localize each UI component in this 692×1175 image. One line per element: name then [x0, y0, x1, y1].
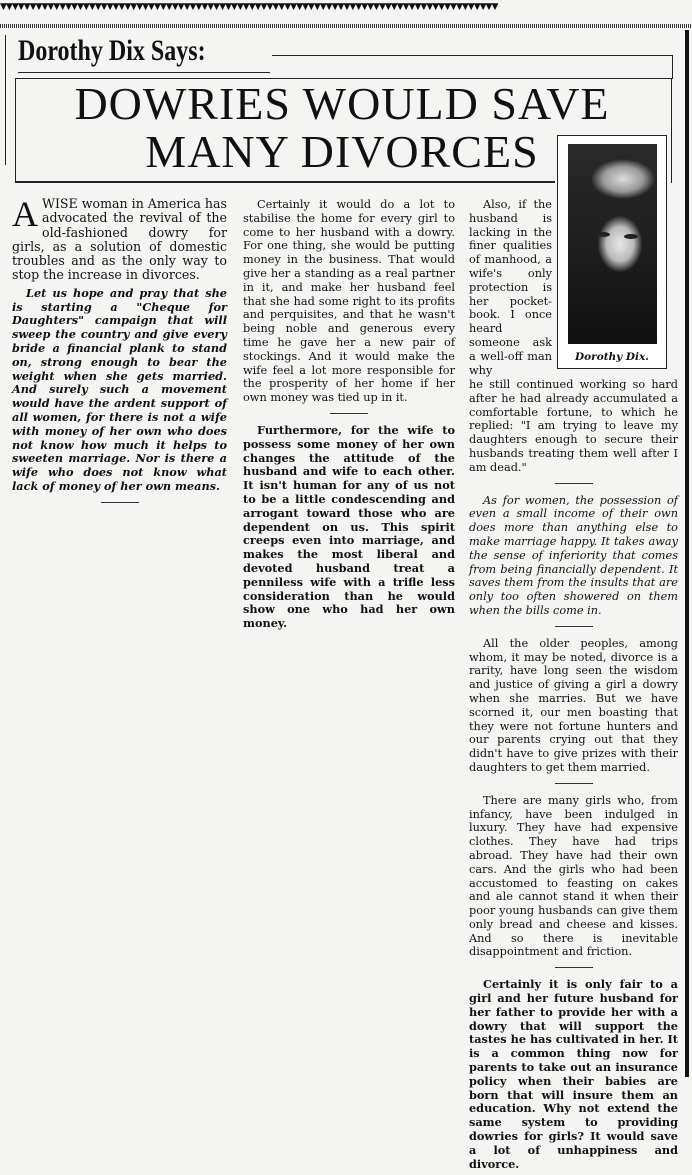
box-rule: [672, 55, 673, 79]
column-kicker: Dorothy Dix Says:: [18, 34, 206, 67]
photo-shadow: [596, 232, 610, 237]
drop-cap: A: [12, 194, 38, 234]
paragraph: All the older peoples, among whom, it may be noted, divorce is a rarity, have long seen the wisdom and justice of giving a girl a dowry when she marries. But we have scorned it, our men boasting that they were not fortune hunters and our parents crying out that they didn't have to give prizes with their daughters to get them married.: [469, 636, 678, 774]
paragraph: he still continued working so hard after he had already accumulated a comfortable fortune, to which he replied: "I am trying to leave my daughters enough to secure their husbands treating them well after I am dead.": [469, 378, 678, 474]
hatched-rule: [0, 24, 692, 28]
separator: [555, 783, 593, 784]
photo-caption: Dorothy Dix.: [575, 351, 649, 363]
ornamental-border: ▼▼▼▼▼▼▼▼▼▼▼▼▼▼▼▼▼▼▼▼▼▼▼▼▼▼▼▼▼▼▼▼▼▼▼▼▼▼▼▼▼▼▼▼▼▼▼▼▼▼▼▼▼▼▼▼▼▼▼▼▼▼▼▼▼▼▼▼▼▼▼▼▼▼▼▼▼▼▼▼▼▼▼▼: [0, 2, 498, 12]
separator: [330, 413, 368, 414]
article-column-2: [243, 198, 455, 635]
photo-shadow: [624, 234, 638, 239]
author-photo-frame: [557, 135, 667, 369]
lead-paragraph: [12, 194, 227, 283]
kicker-underline: [18, 72, 270, 73]
paragraph: Also, if the husband is lacking in the finer qualities of manhood, a wife's only protection is her pocket-book. I once heard someone ask a well-off man why: [469, 198, 552, 377]
separator: [555, 967, 593, 968]
column-rule: [5, 35, 6, 165]
lead-text: WISE woman in America has advocated the revival of the old-fashioned dowry for girls, as a solution of domestic troubles and as the only way to stop the increase in divorces.: [12, 196, 227, 283]
paragraph: As for women, the possession of even a small income of their own does more than anything else to make marriage happy. It takes away the sense of inferiority that comes from being financially dependent. It saves them from the insults that are only too often showered on them when the bills come in.: [469, 493, 678, 617]
separator: [101, 502, 139, 503]
page-edge-rule: [685, 30, 689, 1077]
paragraph: Certainly it would do a lot to stabilise the home for every girl to come to her husband with a dowry. For one thing, she would be putting money in the business. That would give her a standing as a real partner in it, and make her husband feel that she had some right to its profits and perquisites, and that he wasn't being noble and generous every time he gave her a new pair of stockings. And it would make the wife feel a lot more responsible for the prosperity of her home if her own money was tied up in it.: [243, 198, 455, 405]
headline-line-2: MANY DIVORCES: [145, 126, 539, 177]
article-column-1: [12, 194, 227, 513]
kicker-rule: [272, 55, 672, 56]
paragraph: Furthermore, for the wife to possess some money of her own changes the attitude of the husband and wife to each other. It isn't human for any of us not to be a little condescending and arrogant toward those who are dependent on us. This spirit creeps even into marriage, and makes the most liberal and devoted husband treat a penniless wife with a trifle less consideration than he would show one who had her own money.: [243, 422, 455, 631]
portrait-photo-icon: [568, 144, 657, 344]
headline-line-1: DOWRIES WOULD SAVE: [74, 78, 610, 129]
headline-box-rule: [15, 181, 555, 183]
paragraph: Certainly it is only fair to a girl and her future husband for her father to provide her with a dowry that will support the tastes he has cultivated in her. It is a common thing now for parents to take out an insurance policy when their babies are born that will insure them an education. Why not extend the same system to providing dowries for girls? It would save a lot of unhappiness and divorce.: [469, 977, 678, 1171]
separator: [555, 483, 593, 484]
paragraph: There are many girls who, from infancy, have been indulged in luxury. They have had expensive clothes. They have had trips abroad. They have had their own cars. And the girls who had been accustomed to feasting on cakes and ale cannot stand it when their poor young husbands can give them only bread and cheese and kisses. And so there is inevitable disappointment and friction.: [469, 793, 678, 959]
article-column-3: [469, 378, 678, 1175]
article-column-3-top: [469, 198, 552, 381]
paragraph: Let us hope and pray that she is starting a "Cheque for Daughters" campaign that will sweep the country and give every bride a financial plank to stand on, strong enough to bear the weight when she gets married. And surely such a movement would have the ardent support of all women, for there is not a wife with money of her own who does not know how much it helps to sweeten marriage. Nor is there a wife who does not know what lack of money of her own means.: [12, 285, 227, 493]
separator: [555, 626, 593, 627]
